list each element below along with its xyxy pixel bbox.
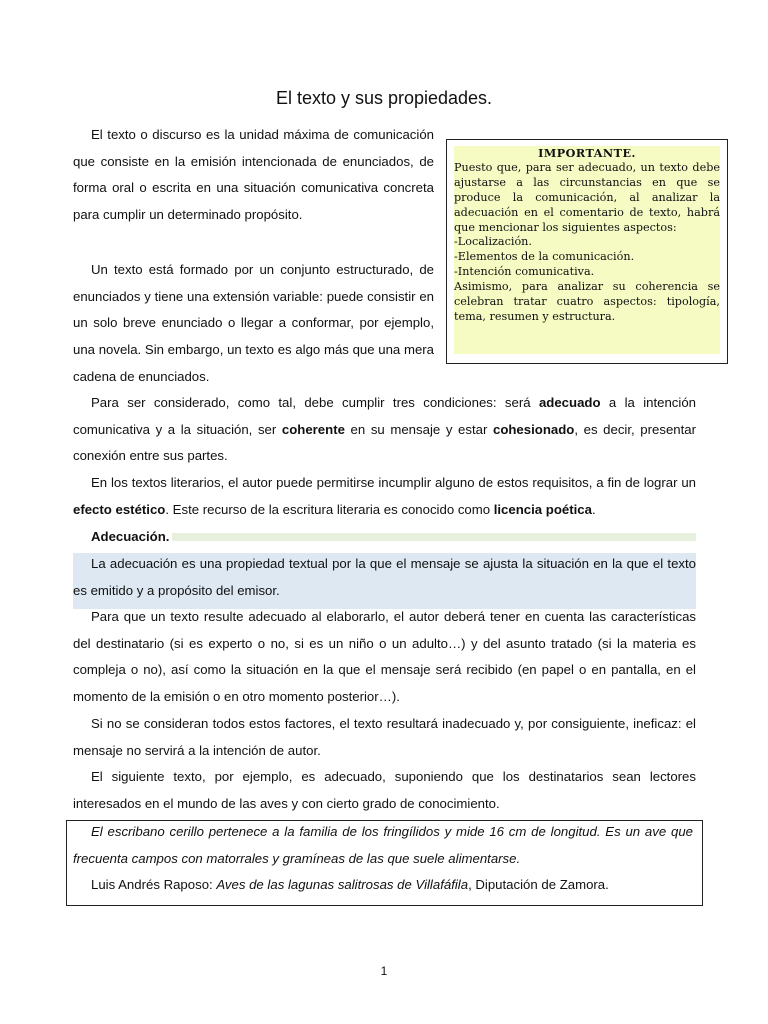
paragraph-structure: Un texto está formado por un conjunto estructurado, de enunciados y tiene una extensión variable: puede consistir en un solo breve enunciado o llegar a conformar, por ejemplo, una novela. Sin embargo, un texto es algo más que una mera cadena de enunciados.	[73, 262, 434, 384]
example-quote-box	[66, 820, 703, 906]
important-box-content	[454, 146, 720, 354]
section-heading-adecuacion: Adecuación.	[91, 529, 170, 544]
quote-author: Luis Andrés Raposo:	[91, 877, 217, 892]
term-licencia-poetica: licencia poética	[493, 501, 592, 517]
important-body: Puesto que, para ser adecuado, un texto debe ajustarse a las circunstancias en que se produce la comunicación, al analizar la adecuación en el comentario de texto, habrá que mencionar los siguientes aspectos:	[454, 160, 720, 234]
quote-work: Aves de las lagunas salitrosas de Villafáfila	[216, 877, 469, 892]
term-coherente: coherente	[281, 421, 345, 437]
paragraph-example-intro: El siguiente texto, por ejemplo, es adecuado, suponiendo que los destinatarios sean lectores interesados en el mundo de las aves y con cierto grado de conocimiento.	[73, 769, 696, 811]
important-item-elementos: -Elementos de la comunicación.	[454, 250, 635, 264]
paragraph-adecuacion-definition: La adecuación es una propiedad textual por la que el mensaje se ajusta la situación en la que el texto es emitido y a propósito del emisor.	[73, 556, 696, 598]
important-item-localizacion: -Localización.	[454, 235, 532, 249]
term-cohesionado: cohesionado	[492, 421, 575, 437]
important-title: IMPORTANTE.	[538, 146, 636, 160]
paragraph-inadequate: Si no se consideran todos estos factores, el texto resultará inadecuado y, por consiguiente, ineficaz: el mensaje no servirá a la intención de autor.	[73, 716, 696, 758]
term-efecto-estetico: efecto estético	[73, 501, 166, 517]
quote-publisher: , Diputación de Zamora.	[468, 877, 609, 892]
important-item-intencion: -Intención comunicativa.	[454, 265, 595, 279]
page-title: El texto y sus propiedades.	[275, 88, 493, 108]
important-box	[446, 139, 728, 364]
paragraph-literary: En los textos literarios, el autor puede permitirse incumplir alguno de estos requisitos, a fin de lograr un efecto estético. Este recurso de la escritura literaria es conocido como licencia poética.	[73, 475, 696, 517]
paragraph-factors: Para que un texto resulte adecuado al elaborarlo, el autor deberá tener en cuenta las características del destinatario (si es experto o no, si es un niño o un adulto…) y del asunto tratado (si la materia es compleja o no), así como la situación en la que el mensaje será recibido (en papel o en pantalla, en el momento de la emisión o en otro momento posterior…).	[73, 609, 696, 705]
quote-citation	[73, 872, 693, 899]
page-number: 1	[380, 964, 388, 978]
term-adecuado: adecuado	[538, 395, 601, 410]
paragraph-definition: El texto o discurso es la unidad máxima de comunicación que consiste en la emisión intencionada de enunciados, de forma oral o escrita en una situación comunicativa concreta para cumplir un determinado propósito.	[73, 127, 434, 223]
quote-text: El escribano cerillo pertenece a la familia de los fringílidos y mide 16 cm de longitud. Es un ave que frecuenta campos con matorrales y gramíneas de las que suele alimentarse.	[73, 824, 693, 866]
important-closing: Asimismo, para analizar su coherencia se celebran tratar cuatro aspectos: tipología, tema, resumen y estructura.	[454, 280, 720, 323]
paragraph-conditions: Para ser considerado, como tal, debe cumplir tres condiciones: será adecuado a la intención comunicativa y a la situación, ser coherente en su mensaje y estar cohesionado, es decir, presentar conexión entre sus partes.	[73, 395, 696, 464]
